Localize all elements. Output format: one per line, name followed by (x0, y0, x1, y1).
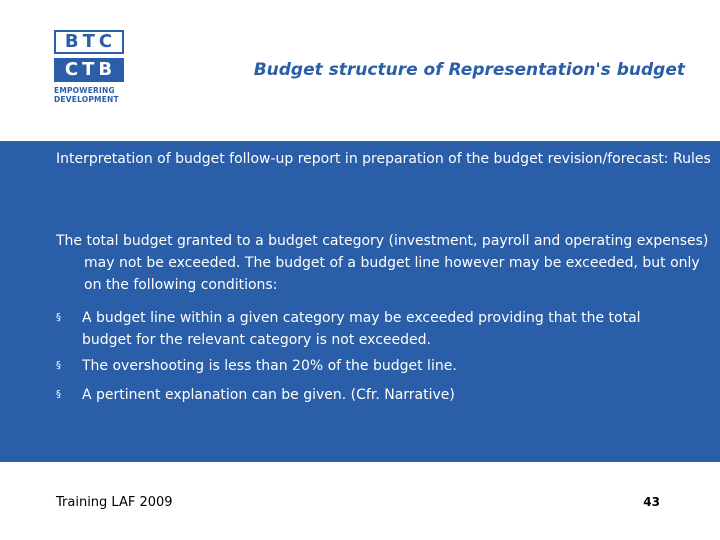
logo-tagline-line2: DEVELOPMENT (54, 95, 119, 104)
bullet-text: The overshooting is less than 20% of the budget line. (82, 358, 457, 374)
bullet-marker-icon: § (56, 389, 61, 400)
content-panel (0, 141, 720, 462)
logo-tagline (54, 86, 124, 104)
slide-title: Budget structure of Representation's budget (253, 60, 685, 80)
bullet-text: A pertinent explanation can be given. (Cfr. Narrative) (82, 387, 455, 403)
logo-btc: BTC (54, 30, 124, 54)
rule-paragraph: The total budget granted to a budget category (investment, payroll and operating expenses) may not be exceeded. The budget of a budget line however may be exceeded, but only on the following conditions: (56, 233, 709, 293)
footer-text: Training LAF 2009 (56, 495, 173, 510)
bullet-text: A budget line within a given category may be exceeded providing that the total budget for the relevant category is not exceeded. (82, 310, 641, 348)
intro-paragraph: Interpretation of budget follow-up report in preparation of the budget revision/forecast: Rules (56, 151, 711, 167)
page-number: 43 (643, 495, 660, 509)
bullet-marker-icon: § (56, 312, 61, 323)
logo-tagline-line1: EMPOWERING (54, 86, 115, 95)
bullet-marker-icon: § (56, 360, 61, 371)
logo-ctb: CTB (54, 58, 124, 82)
btc-ctb-logo (54, 30, 124, 104)
